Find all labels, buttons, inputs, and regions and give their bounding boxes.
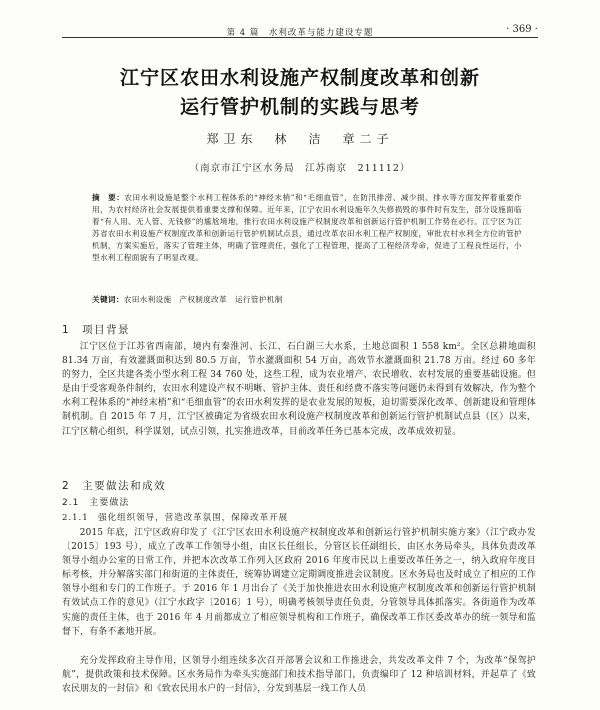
keywords-label: 关键词：: [92, 295, 124, 304]
page-number: · 369 ·: [506, 24, 538, 35]
keywords: [92, 294, 522, 305]
title-line-2: 运行管护机制的实践与思考: [179, 96, 420, 118]
abstract-text: 农田水利设施是整个水利工程体系的“神经末梢”和“毛细血管”，在防汛排涝、减少损、排水等方面发挥着重要作用，为农村经济社会发展提供着重要支撑和保障。近年来，江宁农田水利设施年久失修损毁的事件时有发生，部分设施面临着“有人用、无人管、无钱修”的尴尬境地，推行农田水利设施产权制度改革和创新运行管护机制工作势在必行。江宁区为江苏省农田水利设施产权制度改革和创新运行管护机制试点县，通过改革农田水利工程产权制度，审批农村水利全方位的管护机制，方案实施后，落实了管理主体，明确了管理责任，强化了工程管理，提高了工程经济寿命，促进了工程良性运行，小型水利工程面貌有了明显改观。: [92, 193, 523, 262]
authors: 郑卫东 林 洁 章二子: [206, 132, 394, 146]
section-2-1-1-heading: 2.1.1 强化组织领导，营造改革氛围，保障改革开展: [62, 513, 289, 523]
section-2-1-1-paragraph-1: 2015 年底，江宁区政府印发了《江宁区农田水利设施产权制度改革和创新运行管护机制实施方案》（江宁政办发〔2015〕193 号），成立了改革工作领导小组，由区长任组长，分管区长任副组长，由区水务局牵头，具体负责改革领导小组办公室的日常工作，并把本次改革工作列入区政府 2016 年度市民以上重要改革任务之一，纳入政府年度目标考核，并分解落实部门和街道的主体责任，统筹协调建立定期调度推进会议制度。区水务局也及时成立了相应的工作领导小组和专门的工作班子。于 2016 年 1 月出台了《关于加快推进农田水利设施产权制度改革和创新运行管护机制有效试点工作的意见》（江宁水政字〔2016〕1 号），明确考核领导责任负责，分管领导具体抓落实。各街道作为改革实施的责任主体，也于 2016 年 4 月前都成立了相应领导机构和工作班子，确保改革工作区委改革办的统一领导和监督下，有条不紊地开展。: [62, 528, 536, 637]
article-title: [70, 64, 530, 122]
section-2-1-1-paragraph-2: 充分发挥政府主导作用，区领导小组连续多次召开部署会议和工作推进会，共发改革文件 7 个，为改革“保驾护航”，提供政策和技术保障。区水务局作为牵头实施部门和技术指导部门，负责编印了 12 种培训材料，并起草了《致农民朋友的一封信》和《致农民用水户的一封信》，分发到基层一线工作人员: [62, 656, 536, 695]
affiliation: （南京市江宁区水务局 江苏南京 211112）: [189, 163, 411, 174]
abstract: [92, 192, 522, 263]
section-2-1-heading: 2.1 主要做法: [62, 498, 130, 508]
running-title: 第 4 篇 水利改革与能力建设专题: [226, 28, 374, 38]
section-1-heading: 1 项目背景: [62, 324, 131, 336]
keywords-text: 农田水利设施 产权制度改革 运行管护机制: [123, 295, 283, 304]
running-header: [62, 24, 538, 38]
title-line-1: 江宁区农田水利设施产权制度改革和创新: [119, 67, 480, 89]
section-1-paragraph: 江宁区位于江苏省西南部，境内有秦淮河、长江、石臼湖三大水系，土地总面积 1 558 km²。全区总耕地面积 81.34 万亩，有效灌溉面积达到 80.5 万亩，节水灌溉面积 54 万亩，高效节水灌溉面积 21.78 万亩。经过 60 多年的努力，全区共建各类小型水利工程 34 760 处，这些工程，成为农业增产、农民增收、农村发展的重要基础设施。但是由于受客观条件制约，农田水利建设产权不明晰、管护主体、责任和经费不落实等问题仍未得到有效解决，作为整个水利工程体系的“神经末梢”和“毛细血管”的农田水利发挥的是农业发展的短板，迫切需要深化改革、创新建设和管理体制机制。自 2015 年 7 月，江宁区被确定为省级农田水利设施产权制度改革和创新运行管护机制试点县（区）以来，江宁区精心组织，科学谋划，试点引领，扎实推进改革，目前改革任务已基本完成，改革成效初显。: [62, 342, 536, 437]
abstract-label: 摘 要：: [92, 193, 125, 202]
section-2-heading: 2 主要做法和成效: [62, 480, 167, 492]
